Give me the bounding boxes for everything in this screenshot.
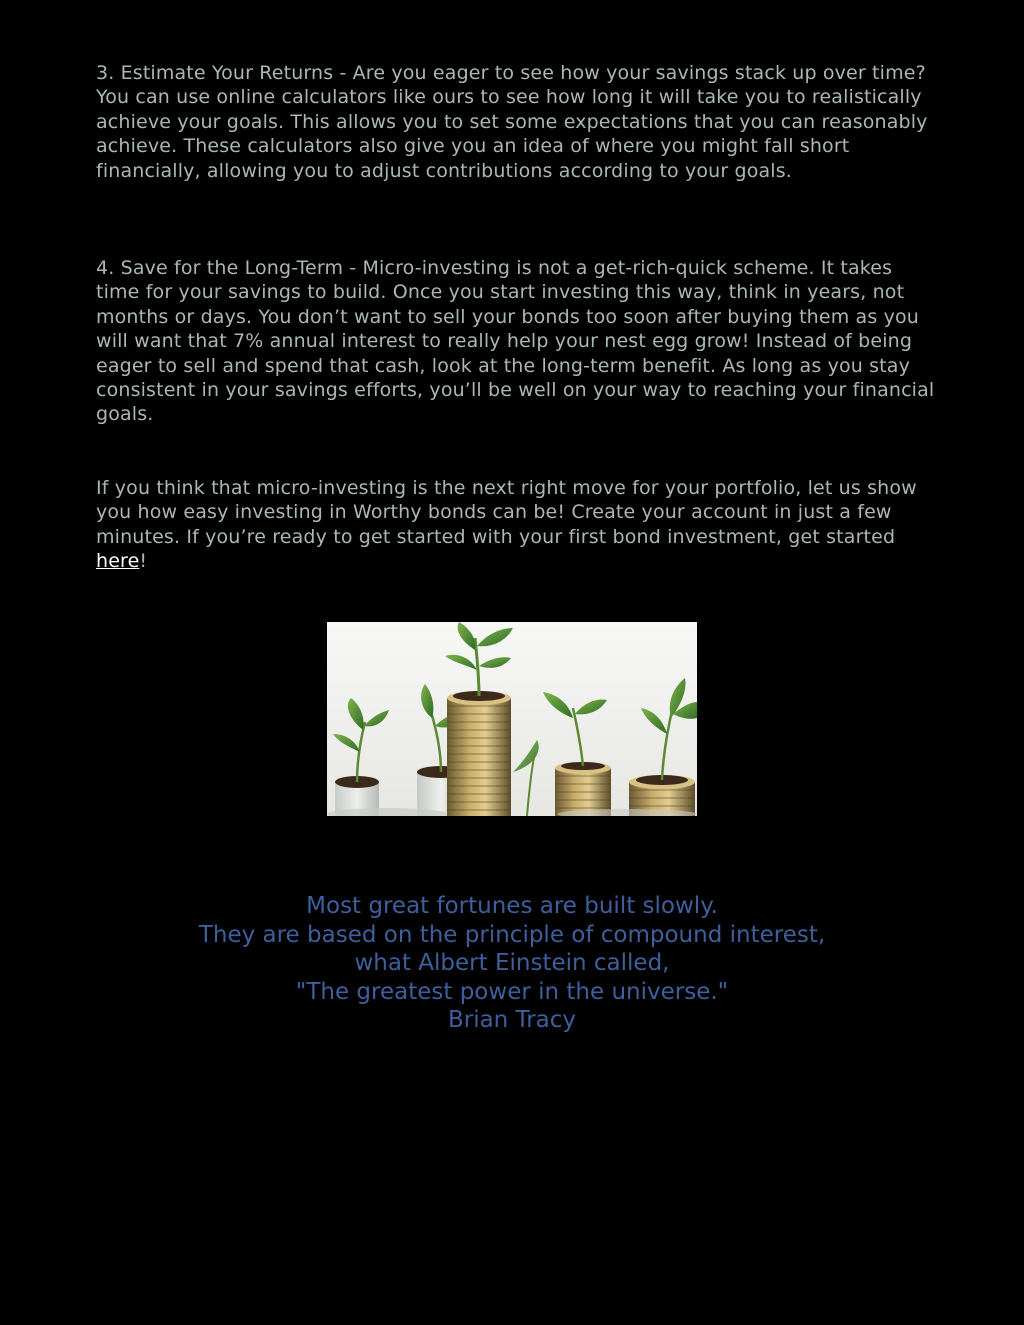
paragraph-call-to-action	[96, 476, 936, 574]
here-link[interactable]: here	[96, 550, 140, 573]
quote-line: what Albert Einstein called,	[354, 950, 670, 977]
quote-author: Brian Tracy	[447, 1007, 577, 1034]
plants-on-coins-image	[327, 622, 697, 816]
quote-line: "The greatest power in the universe."	[295, 978, 729, 1005]
quote-line: They are based on the principle of compound interest,	[198, 921, 826, 948]
quote-block	[112, 892, 912, 1035]
quote-line: Most great fortunes are built slowly.	[306, 893, 718, 919]
plants-on-coins-illustration	[327, 622, 697, 816]
paragraph-estimate-returns: 3. Estimate Your Returns - Are you eager to see how your savings stack up over time? You can use online calculators like ours to see how long it will take you to realistically achieve your goals. This allows you to set some expectations that you can reasonably achieve. These calculators also give you an idea of where you might fall short financially, allowing you to adjust contributions according to your goals.	[96, 62, 928, 182]
cta-text: If you think that micro-investing is the next right move for your portfolio, let us show you how easy investing in Worthy bonds can be! Create your account in just a few minutes. If you’re ready to get started with your first bond investment, get started	[96, 477, 917, 548]
paragraph-save-long-term: 4. Save for the Long-Term - Micro-investing is not a get-rich-quick scheme. It takes time for your savings to build. Once you start investing this way, think in years, not months or days. You don’t want to sell your bonds too soon after buying them as you will want that 7% annual interest to really help your nest egg grow! Instead of being eager to sell and spend that cash, look at the long-term benefit. As long as you stay consistent in your savings efforts, you’ll be well on your way to reaching your financial goals.	[96, 257, 935, 426]
cta-exclamation: !	[139, 550, 148, 573]
